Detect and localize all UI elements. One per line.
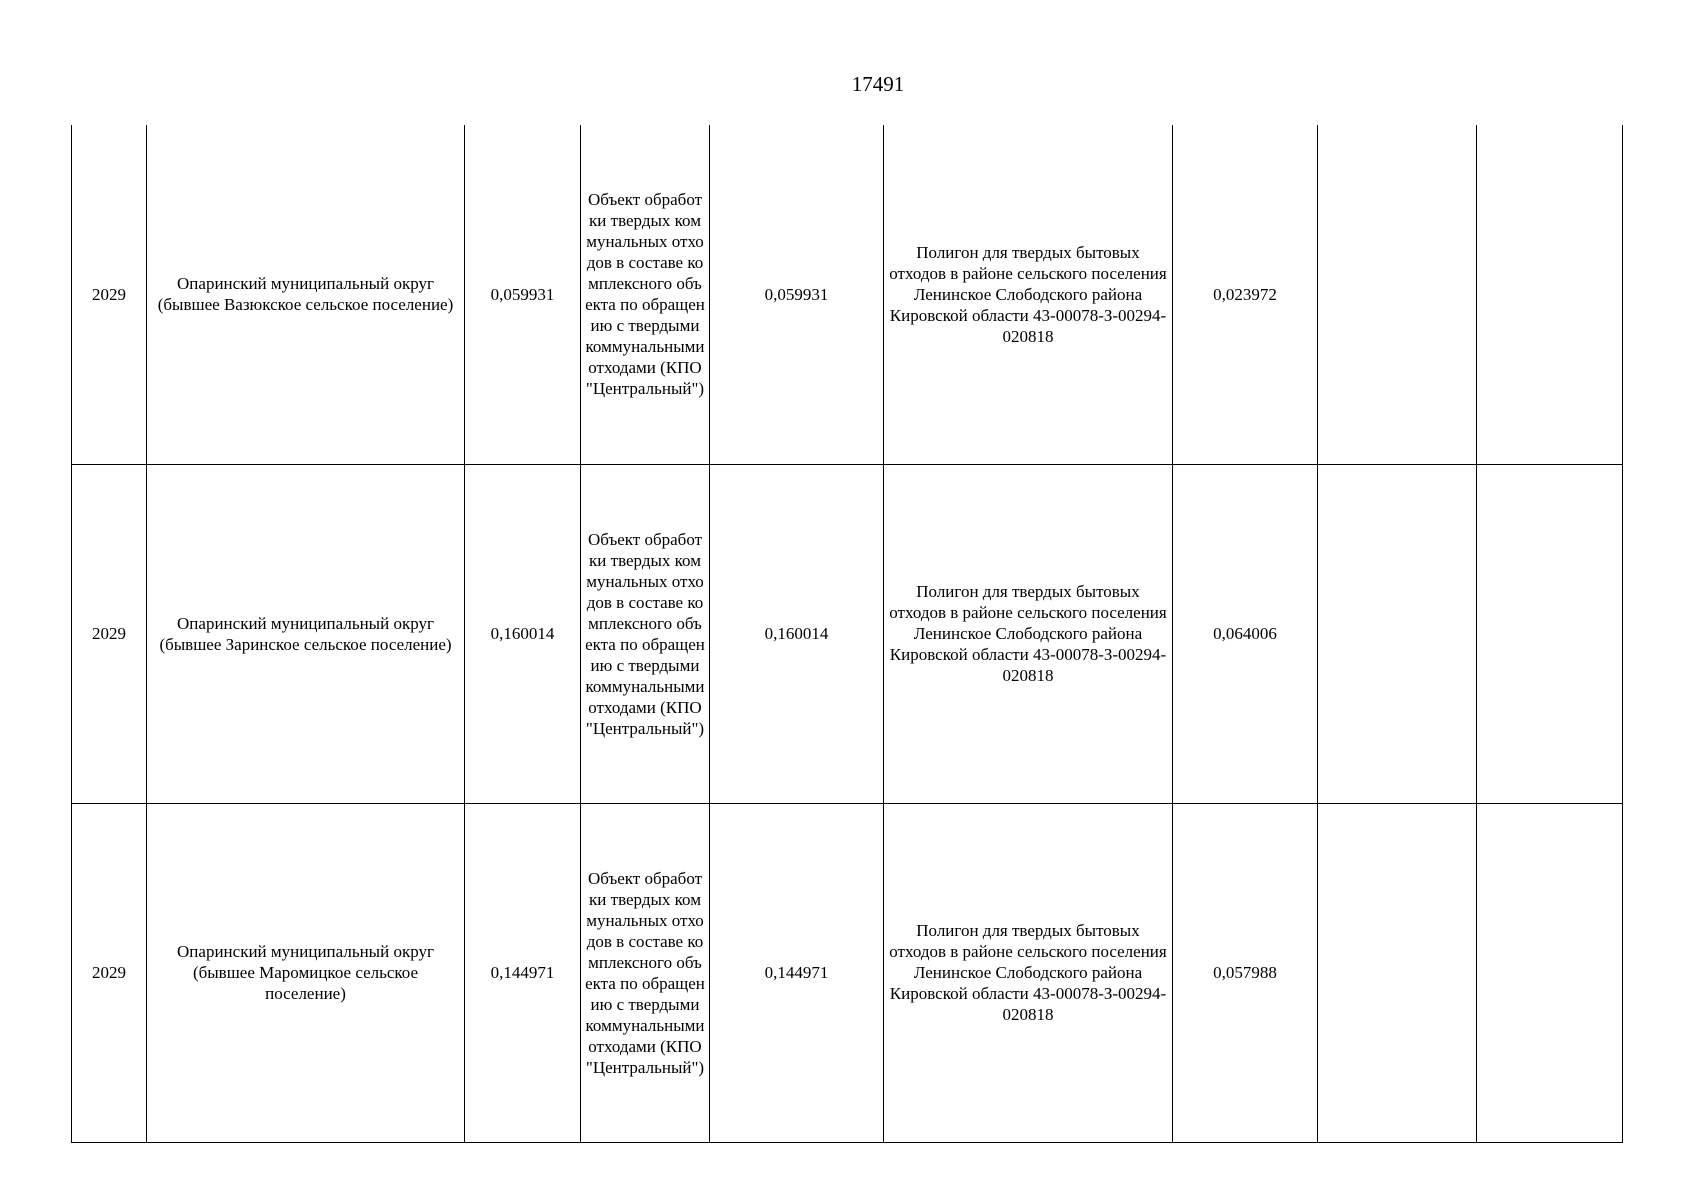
mass-generated-cell: 0,160014 xyxy=(465,464,581,803)
table-row xyxy=(72,464,1623,803)
landfill-cell: Полигон для твердых бытовых отходов в районе сельского поселения Ленинское Слободского района Кировской области 43-00078-З-00294-020818 xyxy=(884,125,1173,464)
landfill-cell: Полигон для твердых бытовых отходов в районе сельского поселения Ленинское Слободского района Кировской области 43-00078-З-00294-020818 xyxy=(884,464,1173,803)
processing-object-cell: Объект обработки твердых коммунальных отходов в составе комплексного объекта по обращению с твердыми коммунальными отходами (КПО "Центральный") xyxy=(581,464,710,803)
processing-object-cell: Объект обработки твердых коммунальных отходов в составе комплексного объекта по обращению с твердыми коммунальными отходами (КПО "Центральный") xyxy=(581,125,710,464)
municipality-cell: Опаринский муниципальный округ (бывшее Маромицкое сельское поселение) xyxy=(147,803,465,1142)
empty-cell xyxy=(1477,125,1623,464)
table-row xyxy=(72,125,1623,464)
table-row xyxy=(72,803,1623,1142)
year-cell: 2029 xyxy=(72,464,147,803)
municipality-cell: Опаринский муниципальный округ (бывшее Заринское сельское поселение) xyxy=(147,464,465,803)
empty-cell xyxy=(1318,464,1477,803)
empty-cell xyxy=(1477,803,1623,1142)
mass-disposed-cell: 0,023972 xyxy=(1173,125,1318,464)
landfill-cell: Полигон для твердых бытовых отходов в районе сельского поселения Ленинское Слободского района Кировской области 43-00078-З-00294-020818 xyxy=(884,803,1173,1142)
mass-processed-cell: 0,144971 xyxy=(710,803,884,1142)
mass-generated-cell: 0,059931 xyxy=(465,125,581,464)
municipality-cell: Опаринский муниципальный округ (бывшее Вазюкское сельское поселение) xyxy=(147,125,465,464)
year-cell: 2029 xyxy=(72,803,147,1142)
year-cell: 2029 xyxy=(72,125,147,464)
mass-disposed-cell: 0,057988 xyxy=(1173,803,1318,1142)
mass-generated-cell: 0,144971 xyxy=(465,803,581,1142)
page-number: 17491 xyxy=(851,72,905,96)
mass-disposed-cell: 0,064006 xyxy=(1173,464,1318,803)
empty-cell xyxy=(1318,125,1477,464)
empty-cell xyxy=(1477,464,1623,803)
mass-processed-cell: 0,059931 xyxy=(710,125,884,464)
processing-object-cell: Объект обработки твердых коммунальных отходов в составе комплексного объекта по обращению с твердыми коммунальными отходами (КПО "Центральный") xyxy=(581,803,710,1142)
mass-processed-cell: 0,160014 xyxy=(710,464,884,803)
empty-cell xyxy=(1318,803,1477,1142)
waste-flow-table xyxy=(71,125,1623,1143)
